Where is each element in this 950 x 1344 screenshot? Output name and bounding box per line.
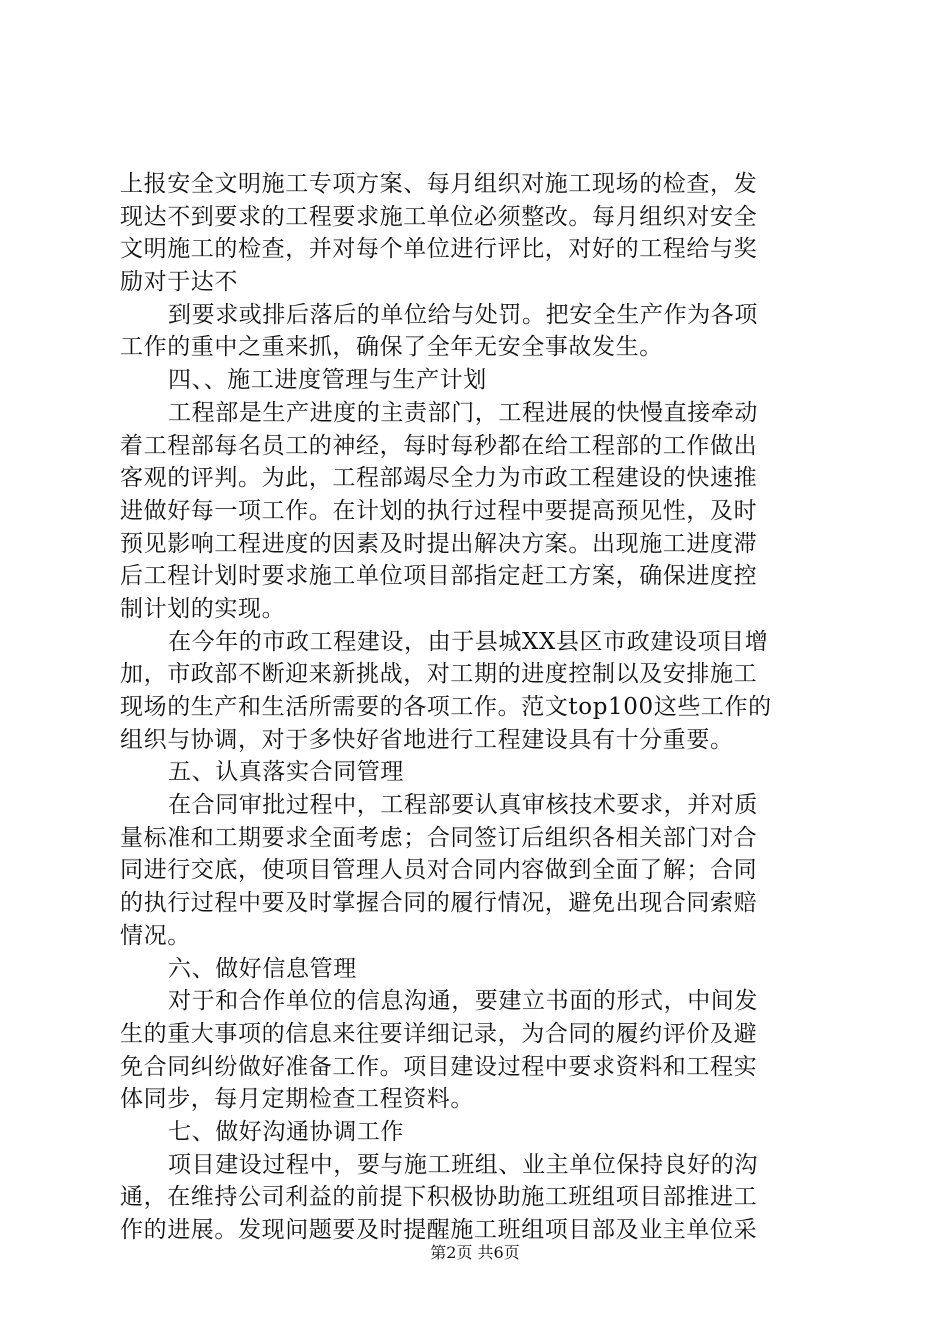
text-line: 工程部是生产进度的主责部门，工程进展的快慢直接牵动 [168, 399, 758, 426]
text-line: 着工程部每名员工的神经，每时每秒都在给工程部的工作做出 [120, 432, 758, 459]
text-line: 工作的重中之重来抓，确保了全年无安全事故发生。 [120, 334, 663, 361]
text-line: 六、做好信息管理 [168, 955, 357, 982]
text-line: 加，市政部不断迎来新挑战，对工期的进度控制以及安排施工 [120, 661, 758, 688]
text-line: 励对于达不 [120, 269, 238, 296]
text-line: 到要求或排后落后的单位给与处罚。把安全生产作为各项 [168, 301, 758, 328]
text-line: 作的进展。发现问题要及时提醒施工班组项目部及业主单位采 [120, 1217, 758, 1243]
text-line: 同进行交底，使项目管理人员对合同内容做到全面了解；合同 [120, 857, 758, 884]
text-line: 的执行过程中要及时掌握合同的履行情况，避免出现合同索赔 [120, 890, 758, 917]
text-line: 情况。 [120, 922, 191, 949]
text-line: 量标准和工期要求全面考虑；合同签订后组织各相关部门对合 [120, 824, 758, 851]
text-line: 七、做好沟通协调工作 [168, 1118, 404, 1145]
text-line: 预见影响工程进度的因素及时提出解决方案。出现施工进度滞 [120, 530, 758, 557]
text-line: 客观的评判。为此，工程部竭尽全力为市政工程建设的快速推 [120, 465, 758, 492]
text-line: 免合同纠纷做好准备工作。项目建设过程中要求资料和工程实 [120, 1053, 758, 1080]
text-line: 在合同审批过程中，工程部要认真审核技术要求，并对质 [168, 792, 758, 819]
text-line: 五、认真落实合同管理 [168, 759, 404, 786]
document-body [120, 168, 832, 1247]
text-line: 体同步，每月定期检查工程资料。 [120, 1086, 474, 1113]
text-line: 进做好每一项工作。在计划的执行过程中要提高预见性，及时 [120, 497, 758, 524]
text-line: 四、、施工进度管理与生产计划 [168, 367, 487, 394]
text-line: 生的重大事项的信息来往要详细记录，为合同的履约评价及避 [120, 1020, 758, 1047]
text-line: 通，在维持公司利益的前提下积极协助施工班组项目部推进工 [120, 1184, 758, 1211]
text-line: 制计划的实现。 [120, 595, 286, 622]
text-line: 在今年的市政工程建设，由于县城XX县区市政建设项目增 [168, 628, 769, 655]
text-line: 组织与协调，对于多快好省地进行工程建设具有十分重要。 [120, 726, 734, 753]
text-line: 现达不到要求的工程要求施工单位必须整改。每月组织对安全 [120, 203, 758, 230]
text-line: 上报安全文明施工专项方案、每月组织对施工现场的检查，发 [120, 171, 758, 197]
text-line: 对于和合作单位的信息沟通，要建立书面的形式，中间发 [168, 988, 758, 1015]
text-line: 文明施工的检查，并对每个单位进行评比，对好的工程给与奖 [120, 236, 758, 263]
text-line: 项目建设过程中，要与施工班组、业主单位保持良好的沟 [168, 1151, 758, 1178]
text-line: 现场的生产和生活所需要的各项工作。范文top100这些工作的 [120, 694, 772, 720]
page-footer: 第2页 共6页 [430, 1243, 520, 1262]
text-line: 后工程计划时要求施工单位项目部指定赶工方案，确保进度控 [120, 563, 758, 590]
